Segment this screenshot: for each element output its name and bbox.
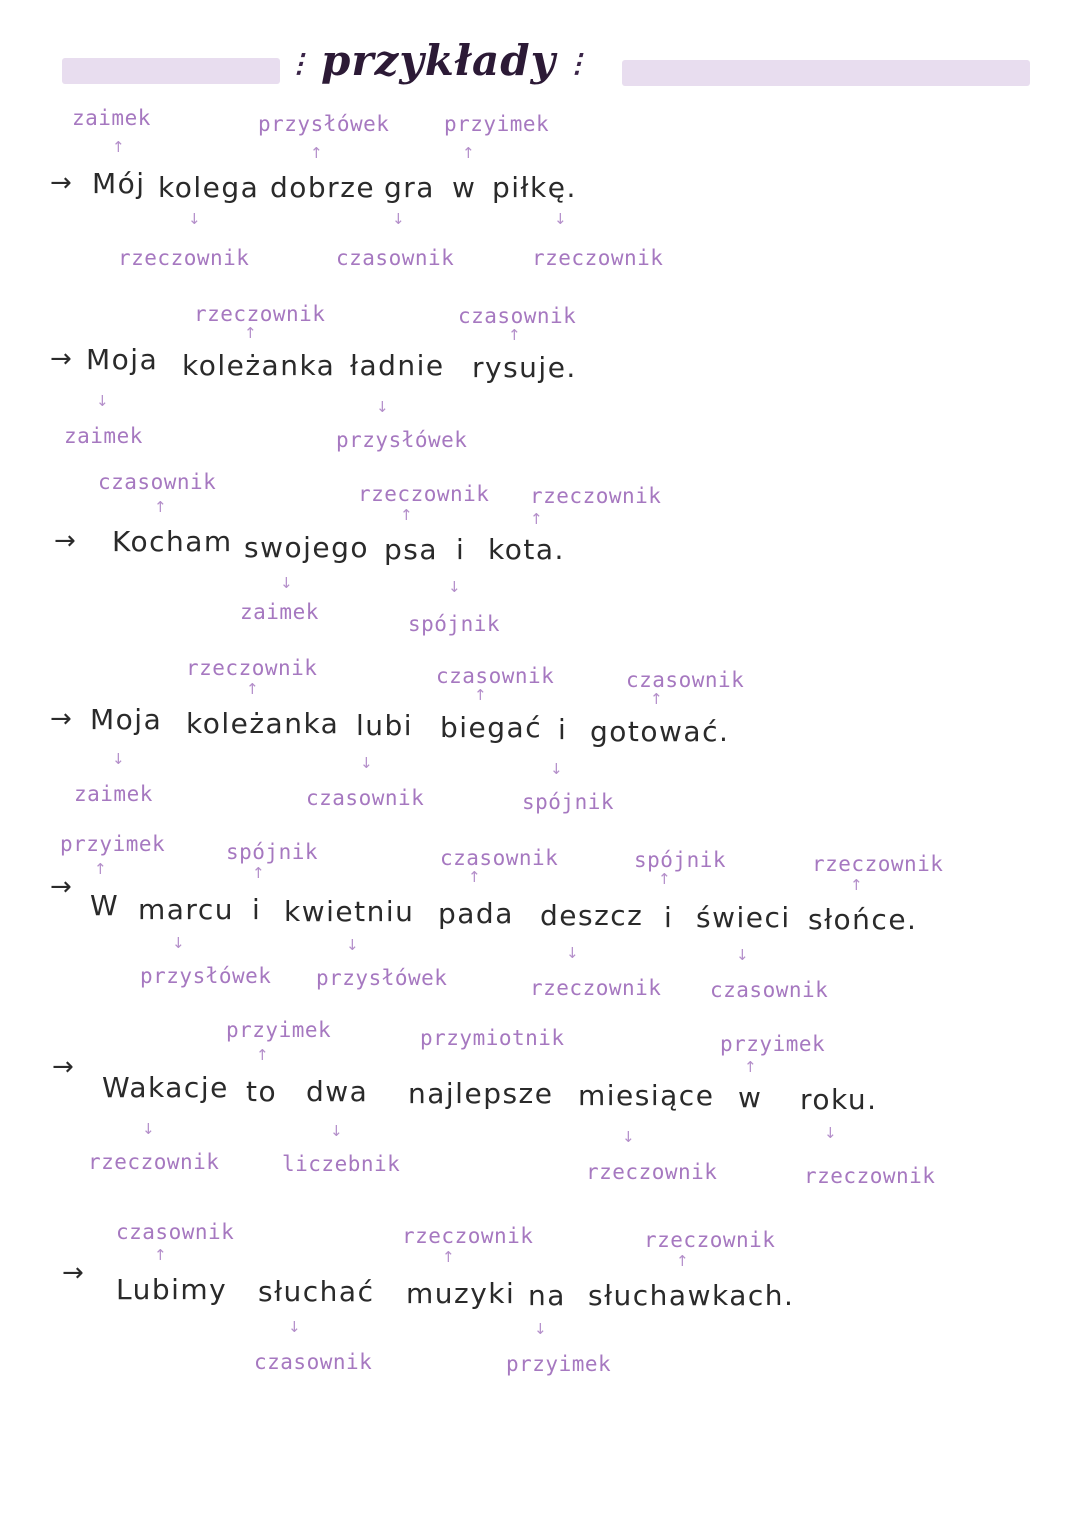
page-title <box>278 36 599 85</box>
word: dobrze <box>270 171 376 204</box>
word: biegać <box>440 711 543 744</box>
pointer-up: ↑ <box>676 1252 689 1270</box>
pointer-down: ↓ <box>280 574 293 592</box>
pointer-up: ↑ <box>252 864 265 882</box>
label-below: przysłówek <box>316 966 448 990</box>
pointer-up: ↑ <box>468 868 481 886</box>
label-above: przyimek <box>226 1018 332 1042</box>
pointer-down: ↓ <box>346 936 359 954</box>
pointer-down: ↓ <box>172 934 185 952</box>
pointer-up: ↑ <box>112 138 125 156</box>
word: dwa <box>306 1075 369 1108</box>
word: i <box>456 533 466 566</box>
pointer-up: ↑ <box>508 326 521 344</box>
pointer-up: ↑ <box>154 498 167 516</box>
pointer-up: ↑ <box>154 1246 167 1264</box>
word: gra <box>384 171 435 204</box>
pointer-up: ↑ <box>400 506 413 524</box>
label-below: czasownik <box>306 786 425 810</box>
label-above: przysłówek <box>258 112 390 136</box>
word: słuchać <box>258 1275 375 1308</box>
word: kwietniu <box>284 895 415 928</box>
label-below: rzeczownik <box>118 246 250 270</box>
pointer-up: ↑ <box>530 510 543 528</box>
word: kolega <box>158 171 260 204</box>
word: Moja <box>86 343 159 376</box>
word: roku. <box>800 1083 878 1116</box>
word: W <box>90 889 120 922</box>
pointer-down: ↓ <box>566 944 579 962</box>
pointer-down: ↓ <box>622 1128 635 1146</box>
label-above: spójnik <box>226 840 319 864</box>
label-above: czasownik <box>98 470 217 494</box>
sentence-arrow: → <box>54 526 76 556</box>
title-deco-left: ⋮ <box>286 49 313 79</box>
word: świeci <box>696 901 791 934</box>
label-above: rzeczownik <box>358 482 490 506</box>
word: swojego <box>244 531 370 564</box>
pointer-down: ↓ <box>550 760 563 778</box>
word: marcu <box>138 893 234 926</box>
header-highlight-right <box>622 60 1030 86</box>
label-above: czasownik <box>436 664 555 688</box>
pointer-up: ↑ <box>462 144 475 162</box>
pointer-down: ↓ <box>288 1318 301 1336</box>
word: koleżanka <box>182 349 336 382</box>
pointer-down: ↓ <box>142 1120 155 1138</box>
pointer-down: ↓ <box>448 578 461 596</box>
word: i <box>558 713 568 746</box>
label-above: rzeczownik <box>402 1224 534 1248</box>
word: muzyki <box>406 1277 516 1310</box>
sentence-arrow: → <box>50 704 72 734</box>
pointer-down: ↓ <box>96 392 109 410</box>
pointer-up: ↑ <box>850 876 863 894</box>
sentence-arrow: → <box>50 344 72 374</box>
pointer-down: ↓ <box>554 210 567 228</box>
label-above: zaimek <box>72 106 151 130</box>
label-below: liczebnik <box>282 1152 401 1176</box>
label-below: czasownik <box>710 978 829 1002</box>
label-above: przymiotnik <box>420 1026 565 1050</box>
title-text: przykłady <box>321 36 556 85</box>
word: Moja <box>90 703 163 736</box>
word: i <box>252 893 262 926</box>
pointer-up: ↑ <box>658 870 671 888</box>
label-below: rzeczownik <box>586 1160 718 1184</box>
pointer-up: ↑ <box>256 1046 269 1064</box>
word: w <box>452 171 477 204</box>
pointer-down: ↓ <box>188 210 201 228</box>
word: koleżanka <box>186 707 340 740</box>
word: najlepsze <box>408 1077 554 1110</box>
word: kota. <box>488 533 565 566</box>
label-above: rzeczownik <box>186 656 318 680</box>
label-above: przyimek <box>720 1032 826 1056</box>
word: piłkę. <box>492 171 577 204</box>
header-highlight-left <box>62 58 280 84</box>
label-below: zaimek <box>240 600 319 624</box>
pointer-down: ↓ <box>376 398 389 416</box>
word: w <box>738 1081 763 1114</box>
pointer-up: ↑ <box>744 1058 757 1076</box>
word: ładnie <box>350 349 445 382</box>
word: słońce. <box>808 903 918 936</box>
label-above: rzeczownik <box>812 852 944 876</box>
pointer-down: ↓ <box>736 946 749 964</box>
pointer-down: ↓ <box>392 210 405 228</box>
word: Wakacje <box>102 1071 229 1104</box>
label-above: spójnik <box>634 848 727 872</box>
label-below: czasownik <box>254 1350 373 1374</box>
label-below: przysłówek <box>140 964 272 988</box>
title-deco-right: ⋮ <box>564 49 591 79</box>
label-above: przyimek <box>444 112 550 136</box>
label-below: czasownik <box>336 246 455 270</box>
pointer-up: ↑ <box>94 860 107 878</box>
word: na <box>528 1279 566 1312</box>
label-above: przyimek <box>60 832 166 856</box>
word: Lubimy <box>116 1273 228 1306</box>
label-above: rzeczownik <box>530 484 662 508</box>
pointer-down: ↓ <box>534 1320 547 1338</box>
label-below: zaimek <box>74 782 153 806</box>
label-below: rzeczownik <box>804 1164 936 1188</box>
label-below: rzeczownik <box>532 246 664 270</box>
word: Kocham <box>112 525 233 558</box>
pointer-up: ↑ <box>474 686 487 704</box>
word: psa <box>384 533 439 566</box>
pointer-down: ↓ <box>112 750 125 768</box>
word: to <box>246 1075 278 1108</box>
word: lubi <box>356 709 414 742</box>
pointer-up: ↑ <box>442 1248 455 1266</box>
label-below: zaimek <box>64 424 143 448</box>
word: i <box>664 901 674 934</box>
word: miesiące <box>578 1079 715 1112</box>
word: słuchawkach. <box>588 1279 795 1312</box>
label-below: rzeczownik <box>88 1150 220 1174</box>
sentence-arrow: → <box>50 168 72 198</box>
sentence-arrow: → <box>62 1258 84 1288</box>
label-above: rzeczownik <box>644 1228 776 1252</box>
label-below: spójnik <box>408 612 501 636</box>
word: rysuje. <box>472 351 577 384</box>
label-above: czasownik <box>116 1220 235 1244</box>
pointer-down: ↓ <box>330 1122 343 1140</box>
pointer-up: ↑ <box>246 680 259 698</box>
label-above: czasownik <box>440 846 559 870</box>
label-above: czasownik <box>458 304 577 328</box>
word: deszcz <box>540 899 644 932</box>
pointer-up: ↑ <box>310 144 323 162</box>
label-below: rzeczownik <box>530 976 662 1000</box>
label-below: spójnik <box>522 790 615 814</box>
word: Mój <box>92 167 146 200</box>
label-below: przyimek <box>506 1352 612 1376</box>
label-above: rzeczownik <box>194 302 326 326</box>
pointer-down: ↓ <box>360 754 373 772</box>
word: pada <box>438 897 514 930</box>
pointer-down: ↓ <box>824 1124 837 1142</box>
sentence-arrow: → <box>52 1052 74 1082</box>
word: gotować. <box>590 715 730 748</box>
pointer-up: ↑ <box>244 324 257 342</box>
label-above: czasownik <box>626 668 745 692</box>
label-below: przysłówek <box>336 428 468 452</box>
pointer-up: ↑ <box>650 690 663 708</box>
sentence-arrow: → <box>50 872 72 902</box>
